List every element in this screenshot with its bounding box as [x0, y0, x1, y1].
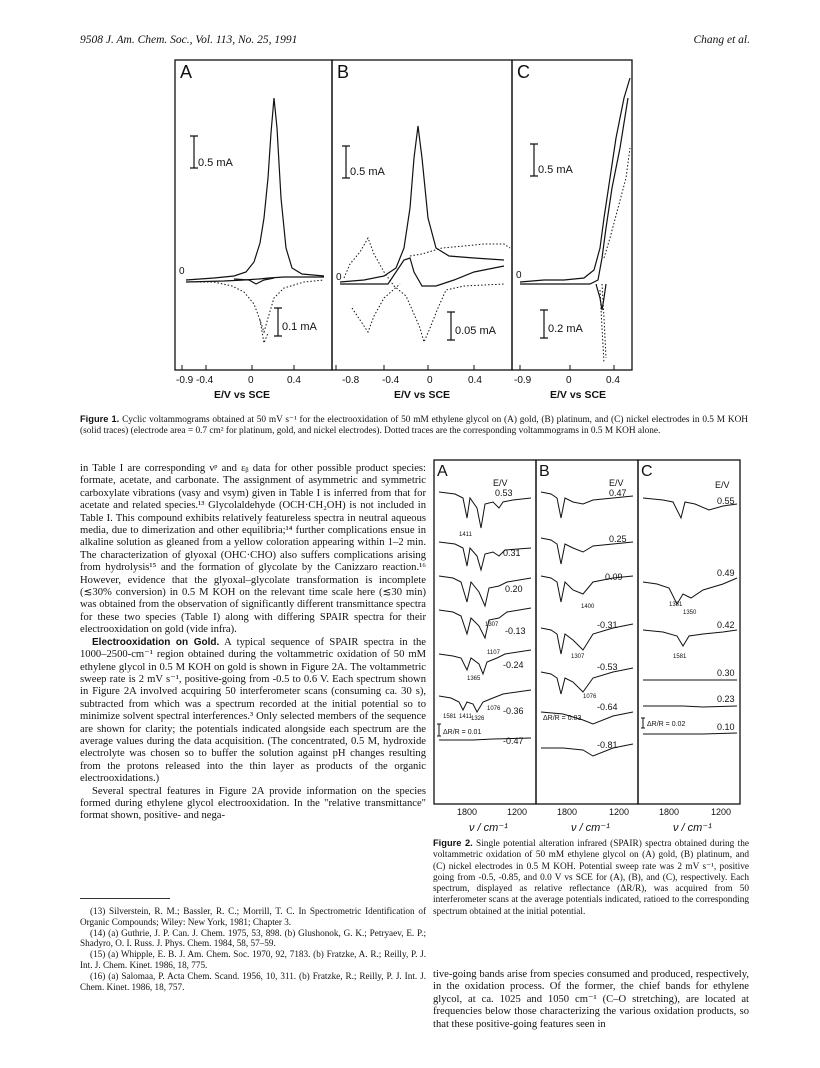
fig2-c-pot: 0.42: [717, 620, 735, 630]
figure-1-caption-label: Figure 1.: [80, 414, 120, 424]
paragraph-spectral-features: Several spectral features in Figure 2A provide information on the species formed during ethylene glycol electrooxidation. In the "relative transmittance" format shown, positive- and nega-: [80, 785, 426, 822]
axis-b-tick: -0.4: [382, 375, 400, 386]
fig2-b-scale: ΔR/R = 0.03: [543, 715, 582, 722]
fig2-a-band: 1307: [485, 622, 499, 628]
fig2-c-tick-1800: 1800: [659, 807, 680, 817]
running-header-citation: 9508 J. Am. Chem. Soc., Vol. 113, No. 25, 1991: [80, 34, 298, 46]
reference-15: (15) (a) Whipple, E. B. J. Am. Chem. Soc. 1970, 92, 7183. (b) Fratzke, A. R.; Reilly, P. J. Int. J. Chem. Kinet. 1986, 18, 775.: [80, 949, 426, 970]
panel-b-dotted-scale: 0.05 mA: [455, 325, 496, 337]
fig2-panel-c-label: C: [641, 463, 653, 480]
left-column-text: [80, 463, 426, 823]
fig2-a-pot: -0.24: [503, 660, 524, 670]
fig2-b-pot: -0.31: [597, 620, 618, 630]
panel-a-zero: 0: [179, 266, 185, 277]
fig2-panel-b-label: B: [539, 463, 550, 480]
axis-b-tick: -0.8: [342, 375, 360, 386]
fig2-a-band: 1411: [459, 714, 472, 720]
axis-a-tick: -0.9: [176, 375, 194, 386]
axis-a-tick: 0.4: [287, 375, 301, 386]
figure-2-spair-spectra: [433, 458, 741, 836]
fig2-a-xlabel: ν / cm⁻¹: [469, 822, 508, 834]
paragraph-gold-text: A typical sequence of SPAIR spectra in the 1000–2500-cm⁻¹ region obtained during the voltammetric oxidation of 50 mM ethylene glycol in 0.5 M KOH on gold is shown in Figure 2A. The voltammetric sweep rate is 2 mV s⁻¹, positive-going from -0.5 to 0.6 V. Each spectrum shown in Figure 2A involved acquiring 50 interferometer scans (consuming ca. 30 s), subtracted from which was a spectrum recorded at the initial potential so to minimize solvent spectral interferences.³ Only selected members of the sequence are shown for clarity; the potentials indicated alongside each spectrum are the average values during the data acquisition. (The concentrated, 0.5 M, hydroxide electrolyte was chosen so to buffer the solution against pH changes resulting from the protons released into the thin layer as products of the organic electrooxidations.): [80, 636, 426, 785]
axis-b-tick: 0.4: [468, 375, 482, 386]
footnote-divider: [80, 898, 170, 899]
panel-a-dotted-trace: [186, 280, 324, 343]
panel-c-dotted-scale: 0.2 mA: [548, 323, 583, 335]
axis-b-label: E/V vs SCE: [394, 389, 451, 401]
axis-b-tick: 0: [427, 375, 433, 386]
axis-c-label: E/V vs SCE: [550, 389, 607, 401]
fig2-b-ev: E/V: [609, 478, 624, 488]
fig2-b-tick-1200: 1200: [609, 807, 630, 817]
fig2-c-pot: 0.30: [717, 668, 735, 678]
axis-a-tick: 0: [248, 375, 254, 386]
fig2-c-xlabel: ν / cm⁻¹: [673, 822, 712, 834]
fig2-c-tick-1200: 1200: [711, 807, 732, 817]
fig2-a-pot: -0.36: [503, 706, 524, 716]
axis-c-tick: -0.9: [514, 375, 532, 386]
panel-a-solid-trace: [186, 98, 324, 284]
reference-16: (16) (a) Salomaa, P. Acta Chem. Scand. 1956, 10, 311. (b) Fratzke, R.; Reilly, P. J. Int. J. Chem. Kinet. 1986, 18, 757.: [80, 970, 426, 992]
fig2-a-band: 1076: [487, 706, 501, 712]
panel-c-zero: 0: [516, 270, 522, 281]
panel-a-current-scale: 0.5 mA: [198, 157, 233, 169]
fig2-b-pot: -0.81: [597, 740, 618, 750]
fig2-c-pot: 0.23: [717, 694, 735, 704]
fig2-a-pot: 0.53: [495, 488, 513, 498]
fig2-b-band: 1076: [583, 694, 597, 700]
figure-2-caption-label: Figure 2.: [433, 838, 473, 848]
axis-c-tick: 0.4: [606, 375, 620, 386]
fig2-a-band: 1326: [471, 716, 485, 722]
fig2-a-band: 1411: [459, 532, 472, 538]
fig2-b-band: 1400: [581, 604, 595, 610]
fig2-a-tick-1800: 1800: [457, 807, 478, 817]
panel-b-frame: [332, 60, 512, 370]
fig2-a-band: 1581: [443, 714, 457, 720]
paragraph-bands: tive-going bands arise from species consumed and produced, respectively, in the oxidation process. Of the former, the chief bands for ethylene glycol, at ca. 1025 and 1050 cm⁻¹ (C–O stretching), are located at frequencies below those characterizing the various oxidation products, so that these positive-going features seen in: [433, 969, 749, 1030]
figure-1-caption-text: Cyclic voltammograms obtained at 50 mV s⁻¹ for the electrooxidation of 50 mM ethylene glycol on (A) gold, (B) platinum, and (C) nickel electrodes in 0.5 M KOH (solid traces) (electrode area = 0.7 cm² for platinum, gold, and nickel electrodes). Dotted traces are the corresponding voltammograms in 0.5 M KOH alone.: [80, 415, 748, 437]
fig2-a-ev: E/V: [493, 478, 508, 488]
fig2-b-band: 1307: [571, 654, 585, 660]
fig2-a-pot: -0.47: [503, 736, 524, 746]
fig2-a-pot: -0.13: [505, 626, 526, 636]
panel-c-dotted-trace: [600, 148, 630, 363]
axis-a-label: E/V vs SCE: [214, 389, 271, 401]
fig2-b-tick-1800: 1800: [557, 807, 578, 817]
panel-c-solid-trace: [520, 78, 630, 310]
running-header-authors: Chang et al.: [693, 34, 750, 46]
fig2-c-band: 1350: [683, 610, 697, 616]
panel-c-label: C: [517, 62, 530, 82]
panel-c-current-scale: 0.5 mA: [538, 164, 573, 176]
figure-2-caption-text: Single potential alteration infrared (SPAIR) spectra obtained during the voltammetric oxidation of 50 mM ethylene glycol on (A) gold, (B) platinum, and (C) nickel electrodes in 0.5 M KOH. Potential sweep rate was 2 mV s⁻¹, positive going from -0.5, -0.85, and 0.0 V vs SCE for (A), (B), and (C), respectively. Each spectrum, displayed as relative reflectance (ΔR/R), was acquired from 50 interferometer scans at the average potentials indicated, ratioed to the corresponding spectrum obtained at the initial potential.: [433, 839, 749, 917]
fig2-c-pot: 0.55: [717, 496, 735, 506]
figure-1-caption: [80, 414, 748, 438]
fig2-c-pot: 0.49: [717, 568, 735, 578]
figure-2-caption: [433, 838, 749, 918]
paragraph-gold-electrooxidation: [80, 637, 426, 786]
fig2-c-scale: ΔR/R = 0.02: [647, 721, 686, 728]
panel-b-solid-trace: [340, 126, 504, 286]
panel-a-dotted-scale: 0.1 mA: [282, 321, 317, 333]
axis-c-tick: 0: [566, 375, 572, 386]
reference-13: (13) Silverstein, R. M.; Bassler, R. C.; Morrill, T. C. In Spectrometric Identification of Organic Compounds; Wiley: New York, 1981; Chapter 3.: [80, 906, 426, 927]
fig2-a-band: 1107: [487, 650, 500, 656]
panel-b-label: B: [337, 62, 350, 82]
fig2-panel-a-spectra: [439, 492, 531, 740]
fig2-c-ev: E/V: [715, 480, 730, 490]
panel-a-label: A: [180, 62, 193, 82]
fig2-a-pot: 0.20: [505, 584, 523, 594]
fig2-c-pot: 0.10: [717, 722, 735, 732]
axis-a-tick: -0.4: [196, 375, 214, 386]
fig2-panel-a-label: A: [437, 463, 448, 480]
reference-14: (14) (a) Guthrie, J. P. Can. J. Chem. 1975, 53, 898. (b) Glushonok, G. K.; Petryaev, E. P.; Shadyro, O. I. Russ. J. Phys. Chem. 1984, 58, 57–59.: [80, 927, 426, 949]
fig2-a-tick-1200: 1200: [507, 807, 528, 817]
panel-b-zero: 0: [336, 272, 342, 283]
fig2-a-band: 1365: [467, 676, 481, 682]
fig2-b-pot: 0.25: [609, 534, 627, 544]
section-run-in-heading: Electrooxidation on Gold.: [92, 636, 220, 648]
fig2-c-band: 1581: [673, 654, 687, 660]
fig2-b-xlabel: ν / cm⁻¹: [571, 822, 610, 834]
fig2-a-scale: ΔR/R = 0.01: [443, 729, 482, 736]
right-column-text: [433, 969, 749, 1031]
fig2-b-pot: 0.47: [609, 488, 627, 498]
panel-b-current-scale: 0.5 mA: [350, 166, 385, 178]
paragraph-table-discussion: in Table I are corresponding νᵖ and εᵦ data for other possible product species: formate, acetate, and carbonate. The assignment of asymmetric and symmetric carboxylate vibrations (νasy and νsym) given in Table I is inferred from that for acetate and related species.¹³ Glycolaldehyde (OCH·CH₂OH) is not included in Table I. This compound exhibits relatively featureless spectra in neutral aqueous media, due to dimerization and other equilibria;¹⁴ further complications ensue in alkaline solution as gleaned from a yellow coloration appearing within 1–2 min. The characterization of glyoxal (OHC·CHO) also suffers complications arising from hydrolysis¹⁵ and the formation of glycolate by the Canizzaro reaction.¹⁶ However, evidence that the glyoxal–glycolate transformation is incomplete (≲30% conversion) in 0.5 M KOH on the relevant time scale here (≲30 min) was obtained from the observation of significantly different transmittance spectra for these two species (Table I) along with differing SPAIR spectra for their electrooxidation on gold (vide infra).: [80, 463, 426, 636]
fig2-b-pot: 0.09: [605, 572, 623, 582]
fig2-a-pot: 0.31: [503, 548, 521, 558]
references: [80, 906, 426, 992]
fig2-b-pot: -0.53: [597, 662, 618, 672]
fig2-c-band: 1381: [669, 602, 683, 608]
fig2-b-pot: -0.64: [597, 702, 618, 712]
figure-1-voltammograms: [174, 58, 634, 410]
